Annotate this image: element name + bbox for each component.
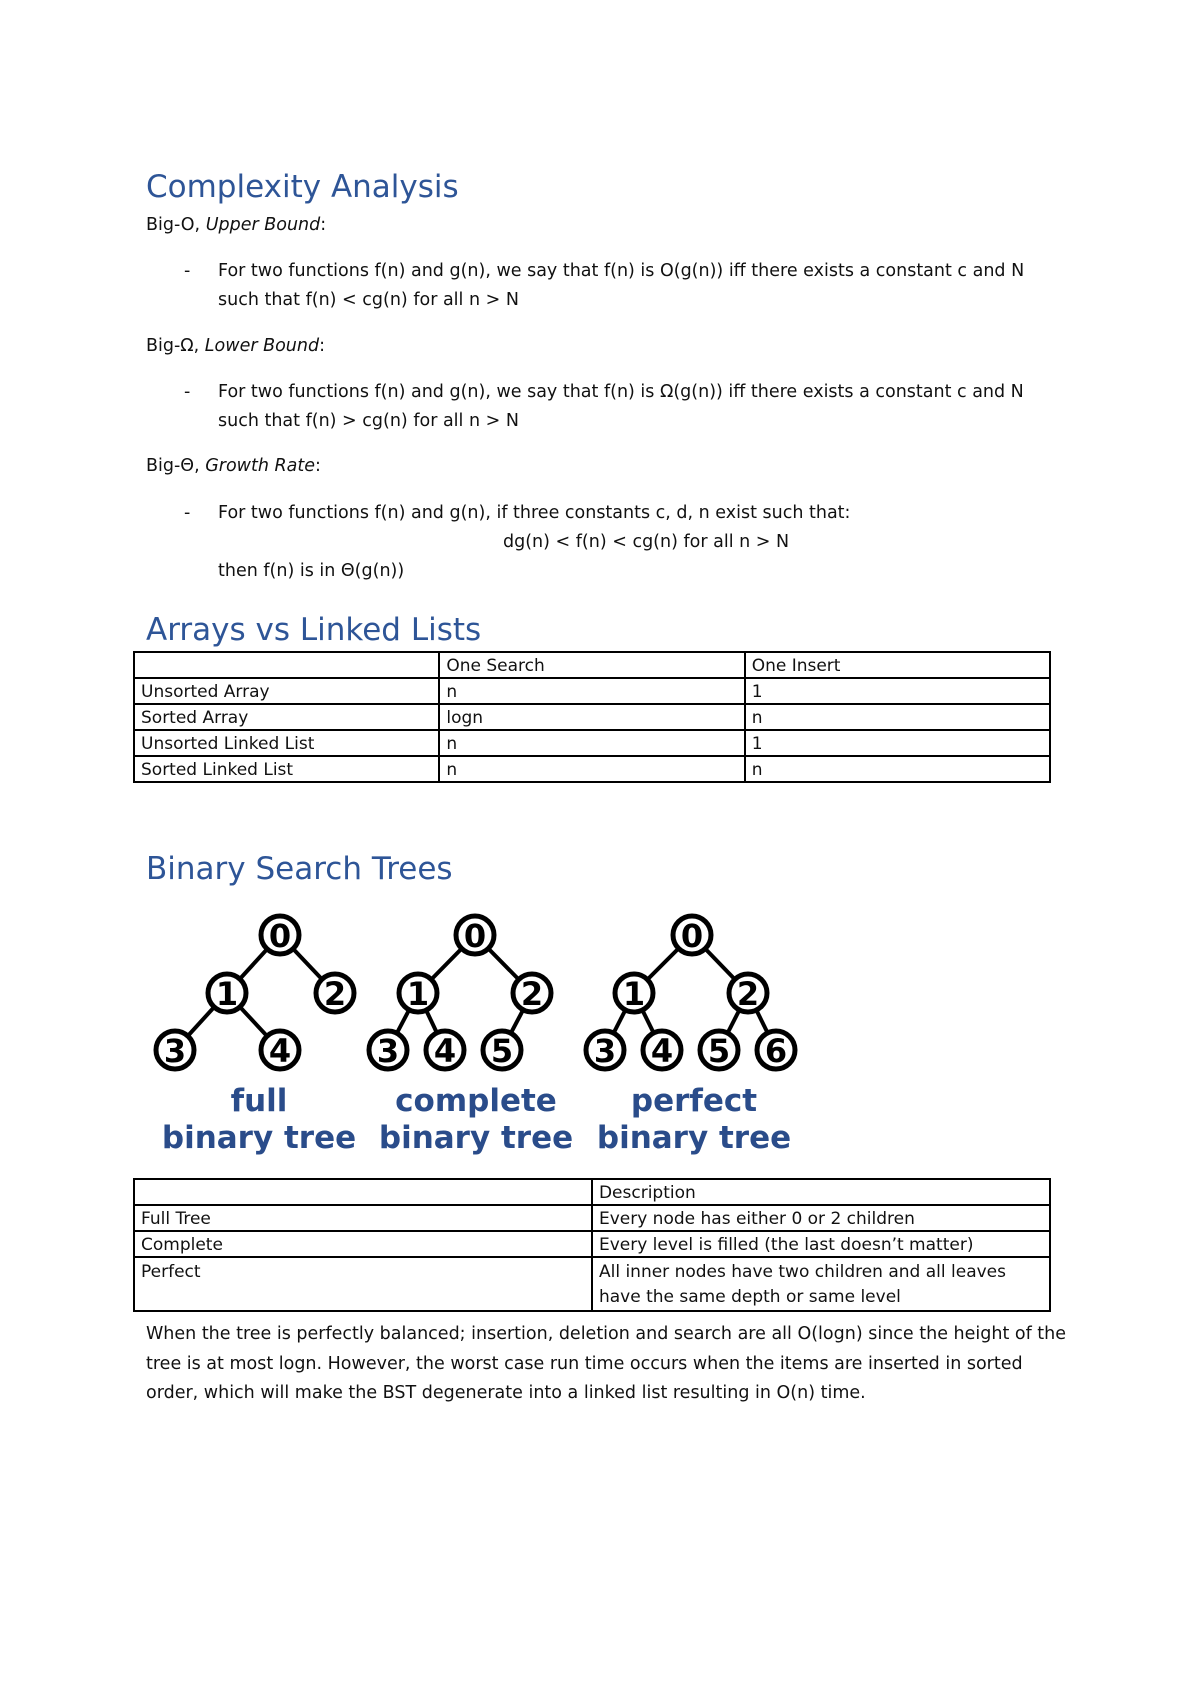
table-row xyxy=(134,678,1050,704)
heading-binary-search-trees: Binary Search Trees xyxy=(146,851,453,887)
tree-node-label: 0 xyxy=(268,917,292,955)
big-theta-inequality: dg(n) < f(n) < cg(n) for all n > N xyxy=(503,532,790,552)
tree-node-label: 1 xyxy=(215,975,239,1013)
perfect-binary-tree xyxy=(586,916,795,1156)
tree-node-label: 3 xyxy=(376,1032,400,1070)
table-header-cell xyxy=(134,652,439,678)
heading-arrays-vs-linked-lists: Arrays vs Linked Lists xyxy=(146,612,482,648)
table-cell: Every node has either 0 or 2 children xyxy=(592,1205,1050,1231)
table-row xyxy=(134,756,1050,782)
big-theta-name: Big-Θ, xyxy=(146,456,206,476)
complete-binary-tree xyxy=(369,916,573,1156)
tree-caption-line1: full xyxy=(230,1083,288,1119)
tree-node-label: 4 xyxy=(650,1032,674,1070)
tree-node-label: 1 xyxy=(406,975,430,1013)
table-cell: 1 xyxy=(745,678,1050,704)
tree-node-label: 1 xyxy=(622,975,646,1013)
table-header-row xyxy=(134,652,1050,678)
table-cell: n xyxy=(439,756,744,782)
big-theta-subtitle: Growth Rate xyxy=(205,456,316,476)
tree-caption-line1: complete xyxy=(395,1083,557,1119)
tree-node-label: 5 xyxy=(490,1032,514,1070)
table-row xyxy=(134,1231,1050,1257)
tree-types-table xyxy=(133,1178,1051,1312)
full-binary-tree xyxy=(156,916,356,1156)
tree-node-label: 0 xyxy=(680,917,704,955)
table-row xyxy=(134,704,1050,730)
binary-tree-diagram xyxy=(140,900,820,1160)
list-bullet-dash: - xyxy=(184,503,191,523)
table-header-row xyxy=(134,1179,1050,1205)
tree-caption-line2: binary tree xyxy=(378,1120,574,1156)
big-o-suffix: : xyxy=(320,215,327,235)
tree-node-label: 4 xyxy=(433,1032,457,1070)
table-cell: Full Tree xyxy=(134,1205,592,1231)
arrays-comparison-table xyxy=(133,651,1051,783)
table-row xyxy=(134,1205,1050,1231)
big-omega-subtitle: Lower Bound xyxy=(204,336,320,356)
table-header-cell: Description xyxy=(592,1179,1050,1205)
tree-node-label: 4 xyxy=(268,1032,292,1070)
big-theta-definition-line1: For two functions f(n) and g(n), if three constants c, d, n exist such that: xyxy=(218,503,851,523)
tree-node-label: 6 xyxy=(764,1032,788,1070)
table-cell: Sorted Array xyxy=(134,704,439,730)
table-row xyxy=(134,1257,1050,1311)
bst-summary-paragraph: When the tree is perfectly balanced; insertion, deletion and search are all O(logn) since the height of the tree is at most logn. However, the worst case run time occurs when the items are inserted in sorted order, which will make the BST degenerate into a linked list resulting in O(n) time. xyxy=(146,1324,1067,1403)
tree-caption-line2: binary tree xyxy=(596,1120,792,1156)
table-cell: Unsorted Array xyxy=(134,678,439,704)
big-theta-suffix: : xyxy=(315,456,321,476)
heading-complexity-analysis: Complexity Analysis xyxy=(146,169,459,205)
list-bullet-dash: - xyxy=(184,261,191,281)
table-cell: Unsorted Linked List xyxy=(134,730,439,756)
table-cell: n xyxy=(745,756,1050,782)
table-cell: n xyxy=(439,730,744,756)
list-bullet-dash: - xyxy=(184,382,191,402)
table-header-cell xyxy=(134,1179,592,1205)
big-o-subtitle: Upper Bound xyxy=(205,215,321,235)
table-cell: All inner nodes have two children and all leaves have the same depth or same level xyxy=(592,1257,1050,1311)
big-omega-suffix: : xyxy=(319,336,325,356)
tree-node-label: 5 xyxy=(707,1032,731,1070)
big-o-definition-line1: For two functions f(n) and g(n), we say that f(n) is O(g(n)) iff there exists a constant c and N xyxy=(218,261,1025,281)
table-cell: n xyxy=(439,678,744,704)
big-theta-conclusion: then f(n) is in Θ(g(n)) xyxy=(218,561,405,581)
big-o-name: Big-O, xyxy=(146,215,206,235)
table-cell: Every level is filled (the last doesn’t matter) xyxy=(592,1231,1050,1257)
tree-node-label: 0 xyxy=(463,917,487,955)
big-theta-term xyxy=(146,458,321,476)
big-omega-definition-line1: For two functions f(n) and g(n), we say that f(n) is Ω(g(n)) iff there exists a constant c and N xyxy=(218,382,1024,402)
table-cell: Complete xyxy=(134,1231,592,1257)
tree-node-label: 2 xyxy=(520,975,544,1013)
table-cell: n xyxy=(745,704,1050,730)
table-cell: 1 xyxy=(745,730,1050,756)
big-o-term xyxy=(146,217,326,235)
table-cell: Sorted Linked List xyxy=(134,756,439,782)
table-row xyxy=(134,730,1050,756)
big-omega-name: Big-Ω, xyxy=(146,336,205,356)
big-omega-term xyxy=(146,338,325,356)
table-cell: logn xyxy=(439,704,744,730)
tree-node-label: 2 xyxy=(323,975,347,1013)
table-cell: Perfect xyxy=(134,1257,592,1311)
tree-node-label: 3 xyxy=(593,1032,617,1070)
tree-caption-line2: binary tree xyxy=(161,1120,357,1156)
table-header-cell: One Search xyxy=(439,652,744,678)
tree-node-label: 3 xyxy=(163,1032,187,1070)
big-o-definition-line2: such that f(n) < cg(n) for all n > N xyxy=(218,290,519,310)
tree-caption-line1: perfect xyxy=(630,1083,758,1119)
big-omega-definition-line2: such that f(n) > cg(n) for all n > N xyxy=(218,411,519,431)
tree-node-label: 2 xyxy=(736,975,760,1013)
table-header-cell: One Insert xyxy=(745,652,1050,678)
